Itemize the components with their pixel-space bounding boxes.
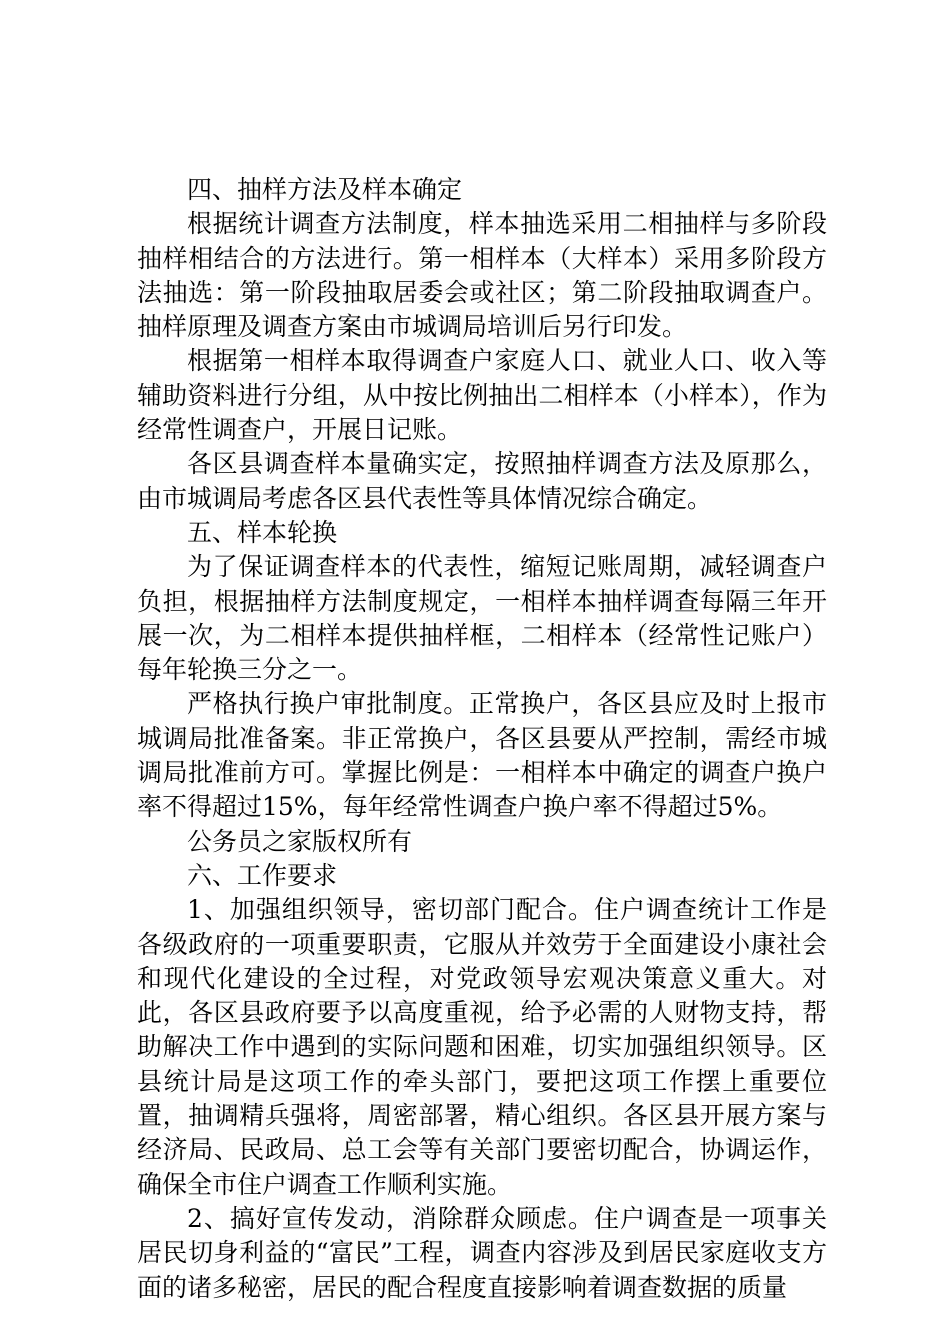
document-body: [137, 173, 827, 1305]
paragraph-grouping: 根据第一相样本取得调查户家庭人口、就业人口、收入等辅助资料进行分组，从中按比例抽出二相样本（小样本），作为经常性调查户，开展日记账。: [137, 346, 827, 445]
paragraph-sample-size: 各区县调查样本量确实定，按照抽样调查方法及原那么，由市城调局考虑各区县代表性等具体情况综合确定。: [137, 449, 827, 513]
paragraph-requirement-2: 2、搞好宣传发动，消除群众顾虑。住户调查是一项事关居民切身利益的“富民”工程，调查内容涉及到居民家庭收支方面的诸多秘密，居民的配合程度直接影响着调查数据的质量: [137, 1203, 827, 1302]
copyright-line: 公务员之家版权所有: [187, 826, 413, 856]
paragraph-sampling-method: 根据统计调查方法制度，样本抽选采用二相抽样与多阶段抽样相结合的方法进行。第一相样本（大样本）采用多阶段方法抽选：第一阶段抽取居委会或社区；第二阶段抽取调查户。抽样原理及调查方案由市城调局培训后另行印发。: [137, 209, 827, 342]
paragraph-requirement-1: 1、加强组织领导，密切部门配合。住户调查统计工作是各级政府的一项重要职责，它服从并效劳于全面建设小康社会和现代化建设的全过程，对党政领导宏观决策意义重大。对此，各区县政府要予以高度重视，给予必需的人财物支持，帮助解决工作中遇到的实际问题和困难，切实加强组织领导。区县统计局是这项工作的牵头部门，要把这项工作摆上重要位置，抽调精兵强将，周密部署，精心组织。各区县开展方案与经济局、民政局、总工会等有关部门要密切配合，协调运作，确保全市住户调查工作顺利实施。: [137, 895, 827, 1199]
paragraph-approval: 严格执行换户审批制度。正常换户，各区县应及时上报市城调局批准备案。非正常换户，各区县要从严控制，需经市城调局批准前方可。掌握比例是：一相样本中确定的调查户换户率不得超过15%，每年经常性调查户换户率不得超过5%。: [137, 689, 827, 822]
section-heading-requirements: 六、工作要求: [187, 860, 338, 890]
section-heading-rotation: 五、样本轮换: [187, 517, 338, 547]
section-heading-sampling: 四、抽样方法及样本确定: [187, 175, 463, 204]
paragraph-rotation: 为了保证调查样本的代表性，缩短记账周期，减轻调查户负担，根据抽样方法制度规定，一相样本抽样调查每隔三年开展一次，为二相样本提供抽样框，二相样本（经常性记账户）每年轮换三分之一。: [137, 552, 827, 685]
